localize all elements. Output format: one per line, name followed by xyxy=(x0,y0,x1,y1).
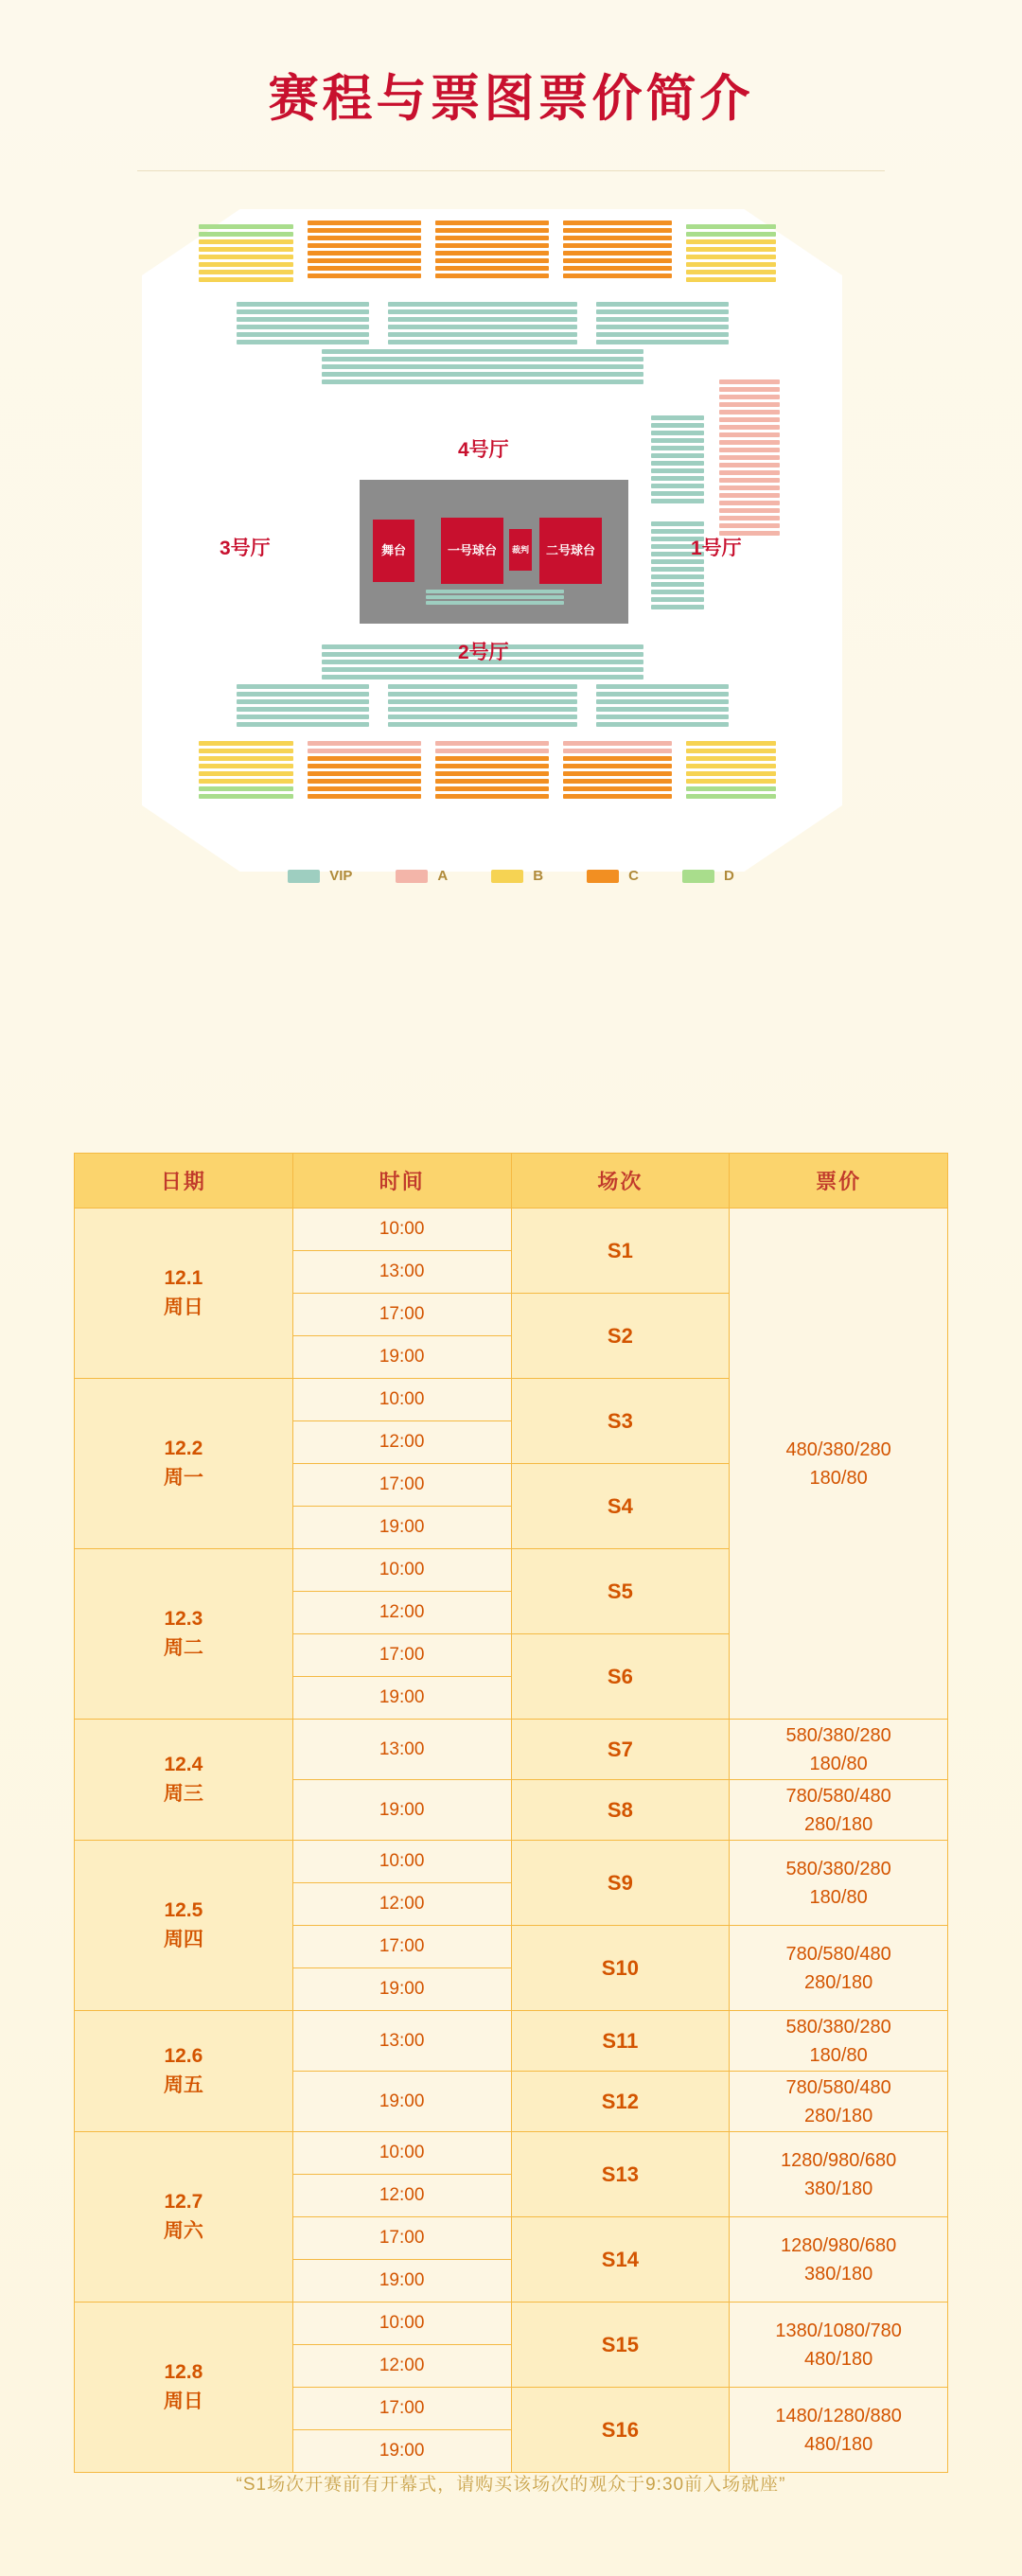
cell-session-s1: S1 xyxy=(511,1209,730,1294)
table-row xyxy=(75,2011,948,2072)
legend-item-d xyxy=(682,868,734,884)
seat-block-bottom-1 xyxy=(199,741,293,802)
cell-price-1480: 1480/1280/880 480/180 xyxy=(730,2388,948,2473)
referee-box: 裁判 xyxy=(509,529,532,571)
cell-price-780: 780/580/480 280/180 xyxy=(730,2072,948,2132)
stage-box: 舞台 xyxy=(373,520,414,582)
cell-session-s11: S11 xyxy=(511,2011,730,2072)
seat-block-top-vip-3 xyxy=(596,302,729,347)
zone-label-hall3: 3号厅 xyxy=(220,538,271,559)
cell-session-s9: S9 xyxy=(511,1841,730,1926)
cell-price-1280-b: 1280/980/680 380/180 xyxy=(730,2217,948,2303)
cell-date-123: 12.3 周二 xyxy=(75,1549,293,1720)
legend-swatch-a xyxy=(396,870,428,883)
cell-time: 12:00 xyxy=(292,2175,511,2217)
cell-time: 12:00 xyxy=(292,2345,511,2388)
seat-block-bottom-3 xyxy=(435,741,549,802)
cell-time: 19:00 xyxy=(292,2430,511,2473)
cell-session-s16: S16 xyxy=(511,2388,730,2473)
seat-block-top-5 xyxy=(686,224,776,285)
cell-time: 10:00 xyxy=(292,1841,511,1883)
cell-time: 19:00 xyxy=(292,1968,511,2011)
footnote: “S1场次开赛前有开幕式，请购买该场次的观众于9:30前入场就座” xyxy=(236,2475,786,2495)
cell-time: 17:00 xyxy=(292,2388,511,2430)
seat-block-top-2 xyxy=(308,221,421,281)
seat-block-bottom-4 xyxy=(563,741,672,802)
seat-block-bottom-2 xyxy=(308,741,421,802)
cell-time: 19:00 xyxy=(292,1780,511,1841)
cell-time: 19:00 xyxy=(292,2260,511,2303)
zone-label-hall2: 2号厅 xyxy=(458,642,509,663)
seat-block-bottom-vip-4 xyxy=(596,684,729,730)
column-header-time: 时间 xyxy=(292,1154,511,1209)
cell-time: 17:00 xyxy=(292,2217,511,2260)
seat-map xyxy=(0,181,1022,928)
cell-session-s15: S15 xyxy=(511,2303,730,2388)
seat-map-legend xyxy=(0,868,1022,884)
cell-time: 10:00 xyxy=(292,1209,511,1251)
legend-swatch-d xyxy=(682,870,714,883)
cell-session-s10: S10 xyxy=(511,1926,730,2011)
seat-block-top-vip-2 xyxy=(388,302,577,347)
seat-block-top-3 xyxy=(435,221,549,281)
cell-time: 13:00 xyxy=(292,1251,511,1294)
cell-time: 10:00 xyxy=(292,2303,511,2345)
page-title: 赛程与票图票价简介 xyxy=(268,72,754,127)
seat-block-center-mini xyxy=(426,590,564,610)
table-row xyxy=(75,2132,948,2175)
cell-time: 10:00 xyxy=(292,1549,511,1592)
cell-session-s7: S7 xyxy=(511,1720,730,1780)
seat-block-top-1 xyxy=(199,224,293,285)
table-row xyxy=(75,1209,948,1251)
column-header-session: 场次 xyxy=(511,1154,730,1209)
title-divider xyxy=(137,170,885,171)
cell-time: 19:00 xyxy=(292,1336,511,1379)
seat-block-top-vip-1 xyxy=(237,302,369,347)
cell-session-s3: S3 xyxy=(511,1379,730,1464)
legend-label-c: C xyxy=(628,868,639,884)
table-row xyxy=(75,1720,948,1780)
cell-time: 17:00 xyxy=(292,1926,511,1968)
cell-price-base: 480/380/280 180/80 xyxy=(730,1209,948,1720)
cell-time: 12:00 xyxy=(292,1592,511,1634)
table-1-box: 一号球台 xyxy=(441,518,503,584)
cell-session-s8: S8 xyxy=(511,1780,730,1841)
cell-session-s4: S4 xyxy=(511,1464,730,1549)
table-row xyxy=(75,1841,948,1883)
cell-time: 13:00 xyxy=(292,2011,511,2072)
seat-block-right-2 xyxy=(651,415,704,506)
cell-price-580: 580/380/280 180/80 xyxy=(730,2011,948,2072)
seat-block-top-vip-4 xyxy=(322,349,643,387)
legend-item-a xyxy=(396,868,448,884)
cell-session-s13: S13 xyxy=(511,2132,730,2217)
legend-label-a: A xyxy=(437,868,449,884)
zone-label-hall4: 4号厅 xyxy=(458,439,509,461)
cell-date-121: 12.1 周日 xyxy=(75,1209,293,1379)
cell-date-125: 12.5 周四 xyxy=(75,1841,293,2011)
schedule-table xyxy=(74,1153,948,2473)
cell-session-s14: S14 xyxy=(511,2217,730,2303)
cell-session-s12: S12 xyxy=(511,2072,730,2132)
cell-price-1280: 1280/980/680 380/180 xyxy=(730,2132,948,2217)
cell-session-s2: S2 xyxy=(511,1294,730,1379)
table-row xyxy=(75,2303,948,2345)
seat-map-inner xyxy=(132,200,852,919)
table-2-box: 二号球台 xyxy=(539,518,602,584)
cell-price-580: 580/380/280 180/80 xyxy=(730,1841,948,1926)
cell-price-780: 780/580/480 280/180 xyxy=(730,1926,948,2011)
cell-time: 19:00 xyxy=(292,2072,511,2132)
cell-time: 17:00 xyxy=(292,1464,511,1507)
legend-swatch-c xyxy=(587,870,619,883)
cell-date-128: 12.8 周日 xyxy=(75,2303,293,2473)
seat-block-bottom-vip-3 xyxy=(388,684,577,730)
column-header-price: 票价 xyxy=(730,1154,948,1209)
legend-swatch-vip xyxy=(288,870,320,883)
legend-item-c xyxy=(587,868,639,884)
cell-date-127: 12.7 周六 xyxy=(75,2132,293,2303)
cell-date-126: 12.6 周五 xyxy=(75,2011,293,2132)
schedule-table-wrapper xyxy=(74,1153,948,2473)
cell-time: 10:00 xyxy=(292,2132,511,2175)
seat-block-bottom-vip-2 xyxy=(237,684,369,730)
zone-label-hall1: 1号厅 xyxy=(691,538,742,559)
legend-swatch-b xyxy=(491,870,523,883)
cell-time: 12:00 xyxy=(292,1421,511,1464)
cell-price-780: 780/580/480 280/180 xyxy=(730,1780,948,1841)
legend-label-vip: VIP xyxy=(329,868,353,884)
seat-block-bottom-5 xyxy=(686,741,776,802)
cell-time: 12:00 xyxy=(292,1883,511,1926)
cell-date-122: 12.2 周一 xyxy=(75,1379,293,1549)
cell-time: 17:00 xyxy=(292,1634,511,1677)
cell-date-124: 12.4 周三 xyxy=(75,1720,293,1841)
cell-session-s6: S6 xyxy=(511,1634,730,1720)
cell-time: 19:00 xyxy=(292,1677,511,1720)
cell-time: 17:00 xyxy=(292,1294,511,1336)
page-header xyxy=(0,0,1022,171)
cell-price-1380: 1380/1080/780 480/180 xyxy=(730,2303,948,2388)
legend-item-vip xyxy=(288,868,352,884)
seat-block-right-1 xyxy=(719,379,780,538)
seat-block-top-4 xyxy=(563,221,672,281)
cell-price-580: 580/380/280 180/80 xyxy=(730,1720,948,1780)
legend-label-b: B xyxy=(533,868,544,884)
cell-time: 19:00 xyxy=(292,1507,511,1549)
table-header-row xyxy=(75,1154,948,1209)
schedule-table-body xyxy=(75,1209,948,2473)
legend-item-b xyxy=(491,868,543,884)
cell-session-s5: S5 xyxy=(511,1549,730,1634)
column-header-date: 日期 xyxy=(75,1154,293,1209)
cell-time: 13:00 xyxy=(292,1720,511,1780)
cell-time: 10:00 xyxy=(292,1379,511,1421)
schedule-table-head xyxy=(75,1154,948,1209)
legend-label-d: D xyxy=(723,868,734,884)
